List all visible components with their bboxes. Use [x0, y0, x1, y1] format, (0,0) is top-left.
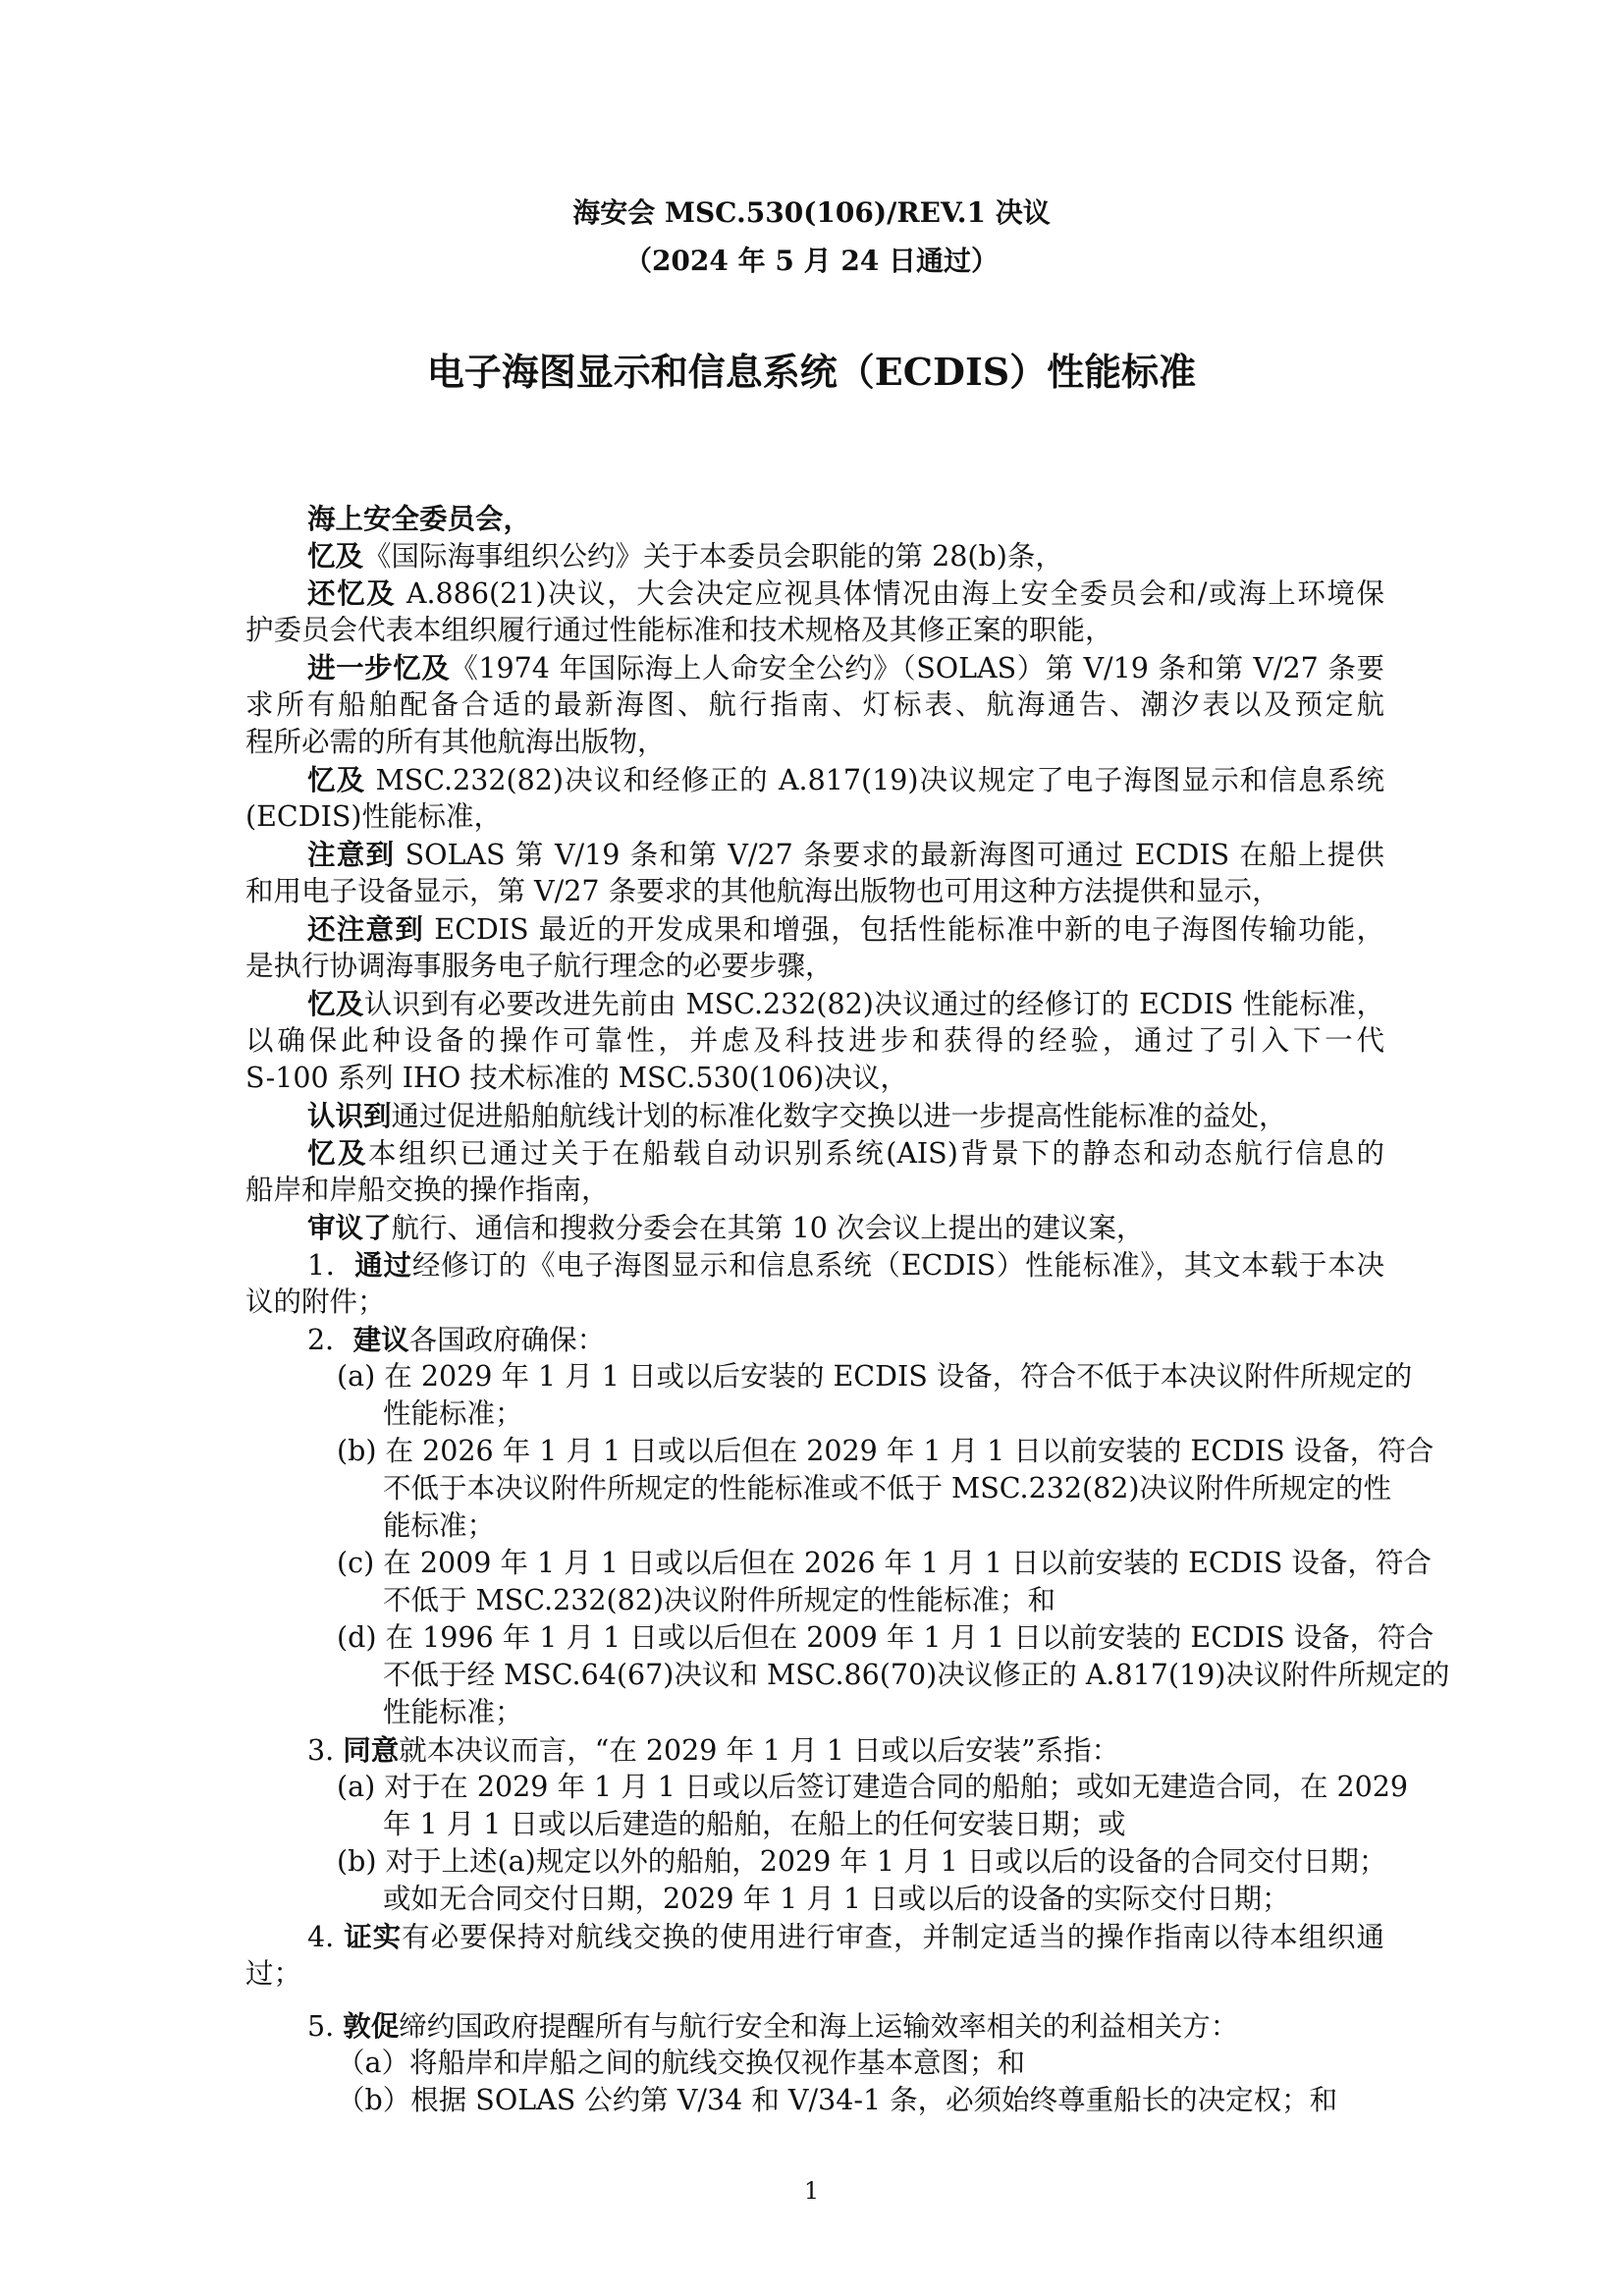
body-line: 3. 同意就本决议而言，“在 2029 年 1 月 1 日或以后安装”系指：	[307, 1733, 1120, 1767]
body-line: 2．建议各国政府确保：	[307, 1323, 606, 1356]
body-line: 忆及 MSC.232(82)决议和经修正的 A.817(19)决议规定了电子海图显示和信息系统	[307, 763, 1384, 796]
body-line: 忆及认识到有必要改进先前由 MSC.232(82)决议通过的经修订的 ECDIS 性能标准，	[307, 987, 1384, 1020]
body-line: 还忆及 A.886(21)决议，大会决定应视具体情况由海上安全委员会和/或海上环境保	[307, 576, 1384, 610]
body-line: 还注意到 ECDIS 最近的开发成果和增强，包括性能标准中新的电子海图传输功能，	[307, 912, 1384, 946]
body-line: 性能标准；	[383, 1397, 523, 1430]
body-line: 进一步忆及《1974 年国际海上人命安全公约》（SOLAS）第 V/19 条和第 V/27 条要	[307, 651, 1384, 684]
document-title: 电子海图显示和信息系统（ECDIS）性能标准	[426, 350, 1197, 394]
body-line: (a) 在 2029 年 1 月 1 日或以后安装的 ECDIS 设备，符合不低于本决议附件所规定的	[337, 1360, 1413, 1393]
resolution-number: 海安会 MSC.530(106)/REV.1 决议	[572, 196, 1051, 229]
body-line: S-100 系列 IHO 技术标准的 MSC.530(106)决议，	[245, 1062, 908, 1094]
body-line: 能标准；	[383, 1509, 496, 1542]
body-line: 5. 敦促缔约国政府提醒所有与航行安全和海上运输效率相关的利益相关方：	[307, 2009, 1239, 2043]
body-line: (c) 在 2009 年 1 月 1 日或以后但在 2026 年 1 月 1 日以前安装的 ECDIS 设备，符合	[337, 1547, 1432, 1579]
body-line: 以确保此种设备的操作可靠性，并虑及科技进步和获得的经验，通过了引入下一代	[245, 1024, 1384, 1057]
body-line: 审议了航行、通信和搜救分委会在其第 10 次会议上提出的建议案，	[307, 1211, 1145, 1244]
body-line: 性能标准；	[383, 1696, 523, 1728]
body-line: 忆及本组织已通过关于在船载自动识别系统(AIS)背景下的静态和动态航行信息的	[307, 1136, 1384, 1170]
body-line: 不低于 MSC.232(82)决议附件所规定的性能标准；和	[383, 1584, 1056, 1616]
body-line: (d) 在 1996 年 1 月 1 日或以后但在 2009 年 1 月 1 日以前安装的 ECDIS 设备，符合	[337, 1621, 1434, 1654]
body-line: 过；	[245, 1957, 302, 1990]
body-line: 4. 证实有必要保持对航线交换的使用进行审查，并制定适当的操作指南以待本组织通	[307, 1920, 1384, 1953]
body-line: (b) 对于上述(a)规定以外的船舶，2029 年 1 月 1 日或以后的设备的合同交付日期；	[337, 1845, 1387, 1878]
body-line: （a）将船岸和岸船之间的航线交换仅视作基本意图；和	[337, 2047, 1025, 2079]
body-line: （b）根据 SOLAS 公约第 V/34 和 V/34-1 条，必须始终尊重船长的决定权；和	[337, 2084, 1338, 2116]
body-line: 不低于经 MSC.64(67)决议和 MSC.86(70)决议修正的 A.817(19)决议附件所规定的	[383, 1659, 1450, 1691]
body-line: (a) 对于在 2029 年 1 月 1 日或以后签订建造合同的船舶；或如无建造合同，在 2029	[337, 1771, 1409, 1803]
body-line: 不低于本决议附件所规定的性能标准或不低于 MSC.232(82)决议附件所规定的性	[383, 1472, 1392, 1504]
body-line: 程所必需的所有其他航海出版物，	[245, 726, 666, 758]
body-line: 议的附件；	[245, 1285, 386, 1318]
body-line: 和用电子设备显示，第 V/27 条要求的其他航海出版物也可用这种方法提供和显示，	[245, 875, 1280, 907]
body-line: 海上安全委员会，	[307, 502, 532, 535]
body-line: 护委员会代表本组织履行通过性能标准和技术规格及其修正案的职能，	[245, 614, 1113, 646]
body-line: 是执行协调海事服务电子航行理念的必要步骤，	[245, 950, 834, 982]
body-line: 或如无合同交付日期，2029 年 1 月 1 日或以后的设备的实际交付日期；	[383, 1883, 1290, 1915]
body-line: 注意到 SOLAS 第 V/19 条和第 V/27 条要求的最新海图可通过 ECDIS 在船上提供	[307, 838, 1384, 871]
body-line: (ECDIS)性能标准，	[245, 800, 502, 833]
body-line: (b) 在 2026 年 1 月 1 日或以后但在 2029 年 1 月 1 日以前安装的 ECDIS 设备，符合	[337, 1435, 1434, 1467]
body-line: 年 1 月 1 日或以后建造的船舶，在船上的任何安装日期；或	[383, 1808, 1126, 1840]
body-line: 求所有船舶配备合适的最新海图、航行指南、灯标表、航海通告、潮汐表以及预定航	[245, 688, 1384, 721]
body-line: 忆及《国际海事组织公约》关于本委员会职能的第 28(b)条，	[307, 539, 1063, 573]
page-number: 1	[803, 2177, 820, 2205]
body-line: 船岸和岸船交换的操作指南，	[245, 1174, 610, 1206]
body-line: 认识到通过促进船舶航线计划的标准化数字交换以进一步提高性能标准的益处，	[307, 1099, 1287, 1132]
adoption-date: （2024 年 5 月 24 日通过）	[623, 245, 1000, 277]
body-line: 1．通过经修订的《电子海图显示和信息系统（ECDIS）性能标准》，其文本载于本决	[307, 1248, 1384, 1282]
